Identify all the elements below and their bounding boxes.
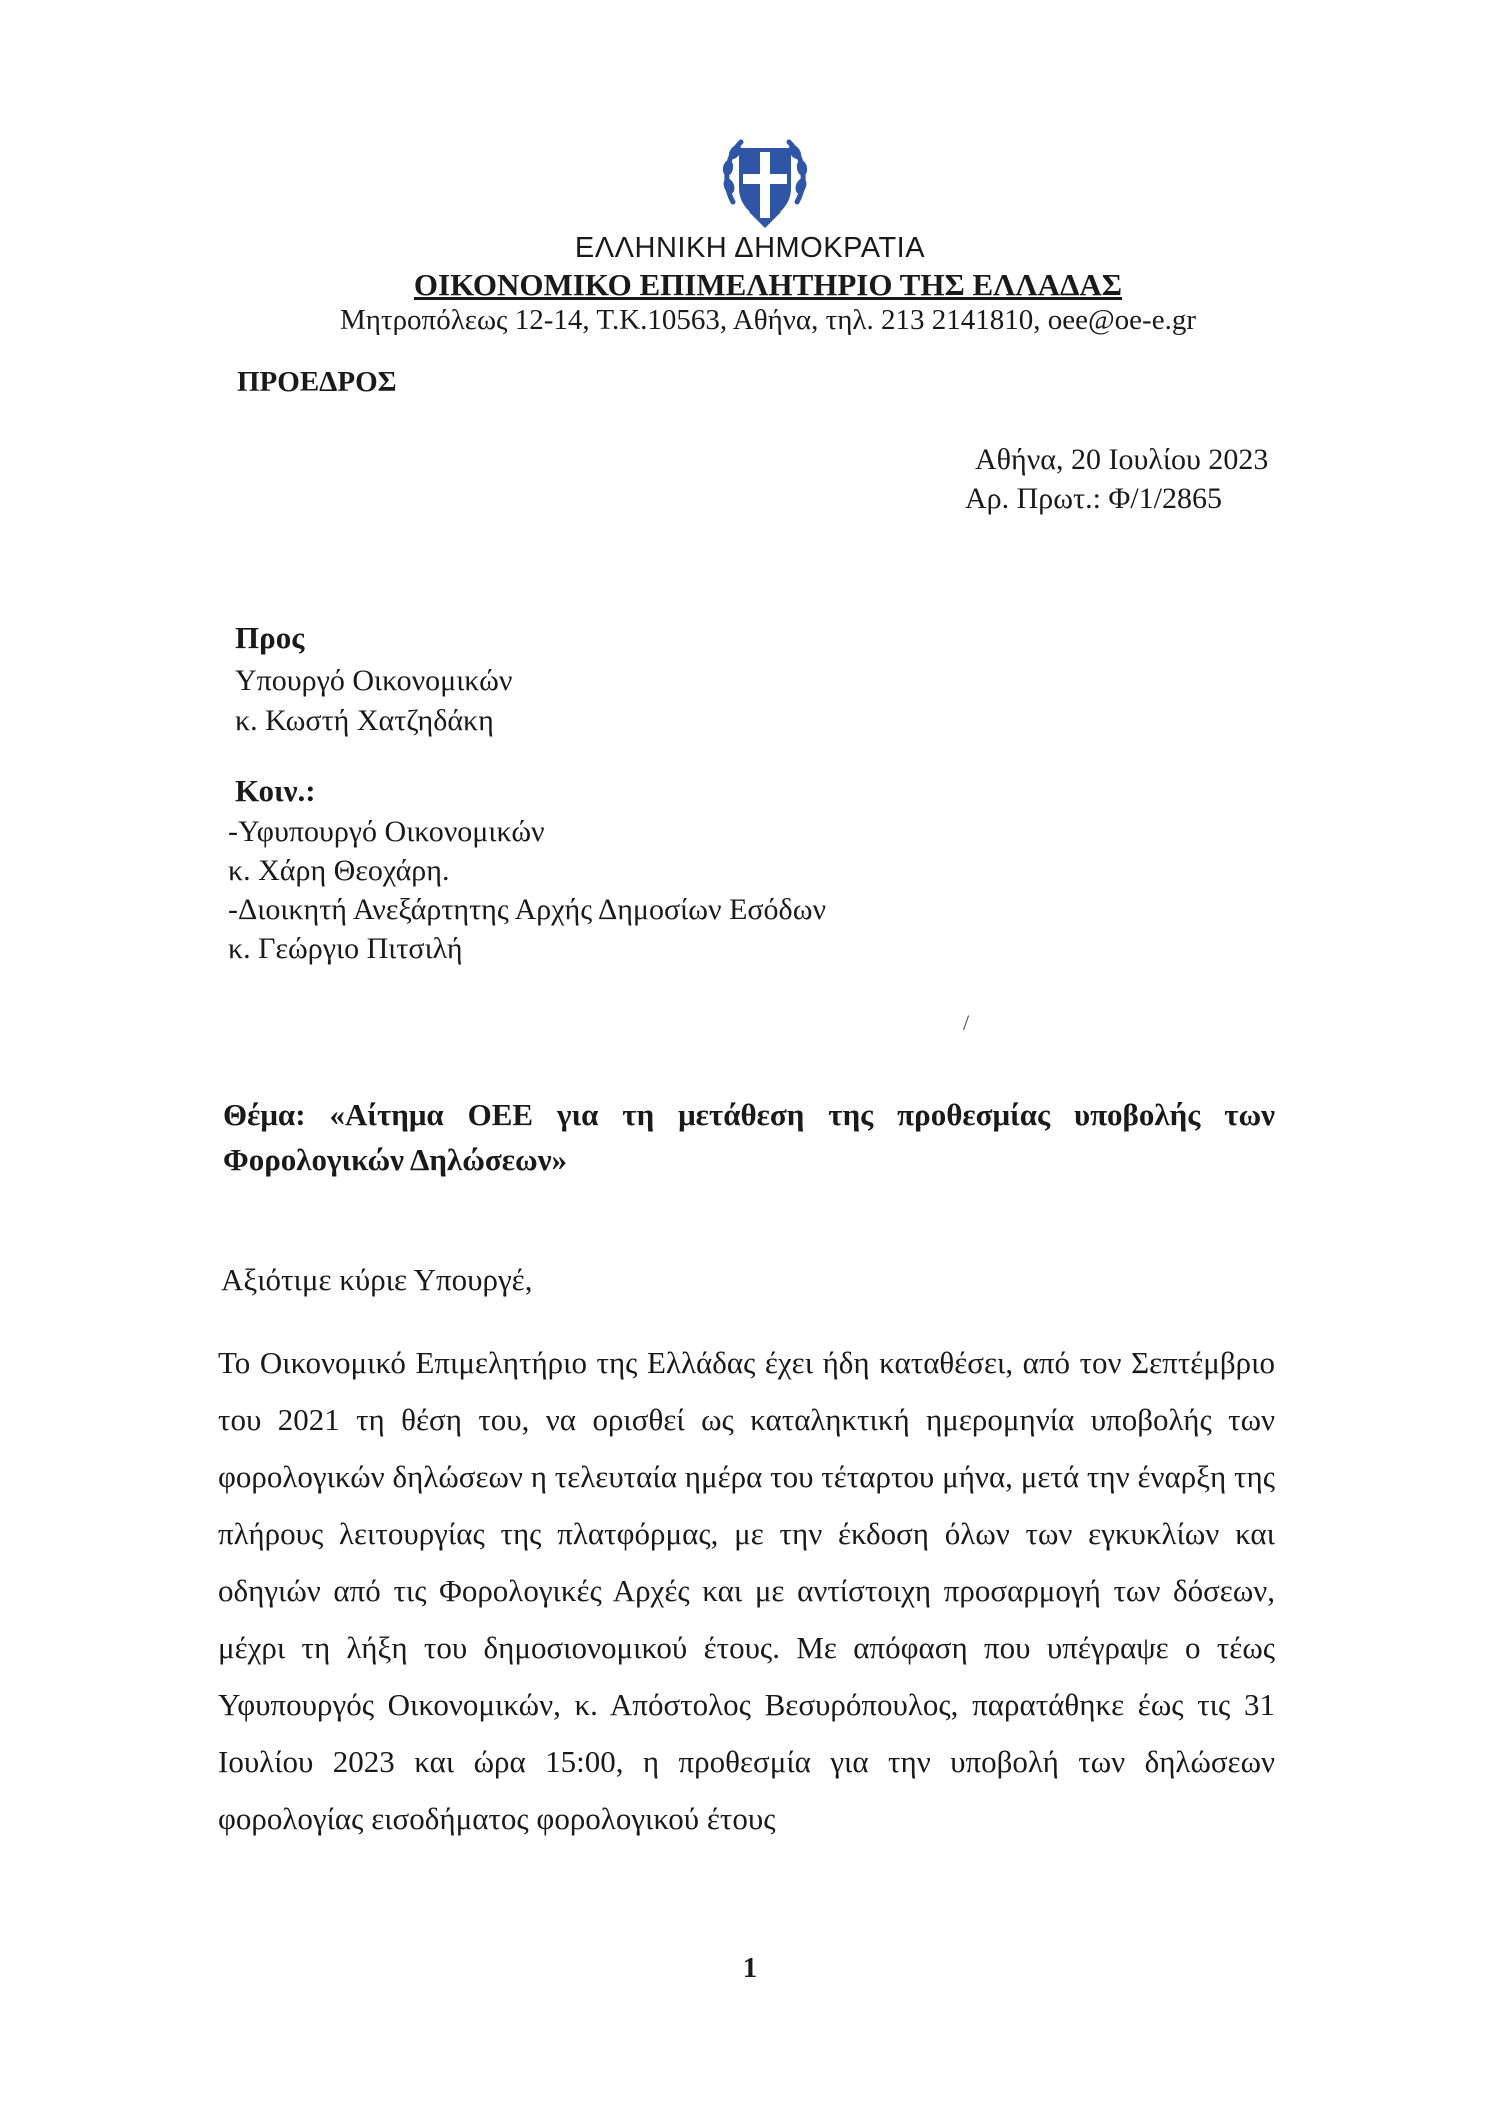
cc-line: κ. Γεώργιο Πιτσιλή	[228, 932, 463, 965]
country-name: ΕΛΛΗΝΙΚΗ ΔΗΜΟΚΡΑΤΙΑ	[574, 232, 926, 264]
stray-mark: /	[963, 1010, 970, 1035]
recipient-line: κ. Κωστή Χατζηδάκη	[235, 704, 494, 737]
organization-address: Μητροπόλεως 12-14, Τ.Κ.10563, Αθήνα, τηλ. 213 2141810, oee@oe-e.gr	[339, 304, 1196, 336]
recipient-line: Υπουργό Οικονομικών	[235, 664, 513, 697]
cc-label: Κοιν.:	[235, 773, 316, 808]
cc-line: -Υφυπουργό Οικονομικών	[228, 815, 545, 848]
to-label: Προς	[235, 620, 305, 655]
office-title: ΠΡΟΕΔΡΟΣ	[237, 366, 397, 398]
cc-line: -Διοικητή Ανεξάρτητης Αρχής Δημοσίων Εσόδων	[228, 893, 827, 926]
page-number: 1	[742, 1952, 758, 1984]
subject-line: Θέμα: «Αίτημα ΟΕΕ για τη μετάθεση της προθεσμίας υποβολής των Φορολογικών Δηλώσεων»	[223, 1097, 1275, 1178]
salutation: Αξιότιμε κύριε Υπουργέ,	[221, 1262, 533, 1297]
letter-date: Αθήνα, 20 Ιουλίου 2023	[975, 443, 1269, 476]
organization-name: ΟΙΚΟΝΟΜΙΚΟ ΕΠΙΜΕΛΗΤΗΡΙΟ ΤΗΣ ΕΛΛΑΔΑΣ	[413, 267, 1123, 302]
greek-coat-of-arms-icon	[719, 128, 811, 234]
cc-line: κ. Χάρη Θεοχάρη.	[228, 854, 450, 887]
protocol-number: Αρ. Πρωτ.: Φ/1/2865	[965, 482, 1223, 515]
body-paragraph: Το Οικονομικό Επιμελητήριο της Ελλάδας έχει ήδη καταθέσει, από τον Σεπτέμβριο του 2021 τη θέση του, να ορισθεί ως καταληκτική ημερομηνία υποβολής των φορολογικών δηλώσεων η τελευταία ημέρα του τέταρτου μήνα, μετά την έναρξη της πλήρους λειτουργίας της πλατφόρμας, με την έκδοση όλων των εγκυκλίων και οδηγιών από τις Φορολογικές Αρχές και με αντίστοιχη προσαρμογή των δόσεων, μέχρι τη λήξη του δημοσιονομικού έτους. Με απόφαση που υπέγραψε ο τέως Υφυπουργός Οικονομικών, κ. Απόστολος Βεσυρόπουλος, παρατάθηκε έως τις 31 Ιουλίου 2023 και ώρα 15:00, η προθεσμία για την υποβολή των δηλώσεων φορολογίας εισοδήματος φορολογικού έτους	[218, 1345, 1275, 1836]
